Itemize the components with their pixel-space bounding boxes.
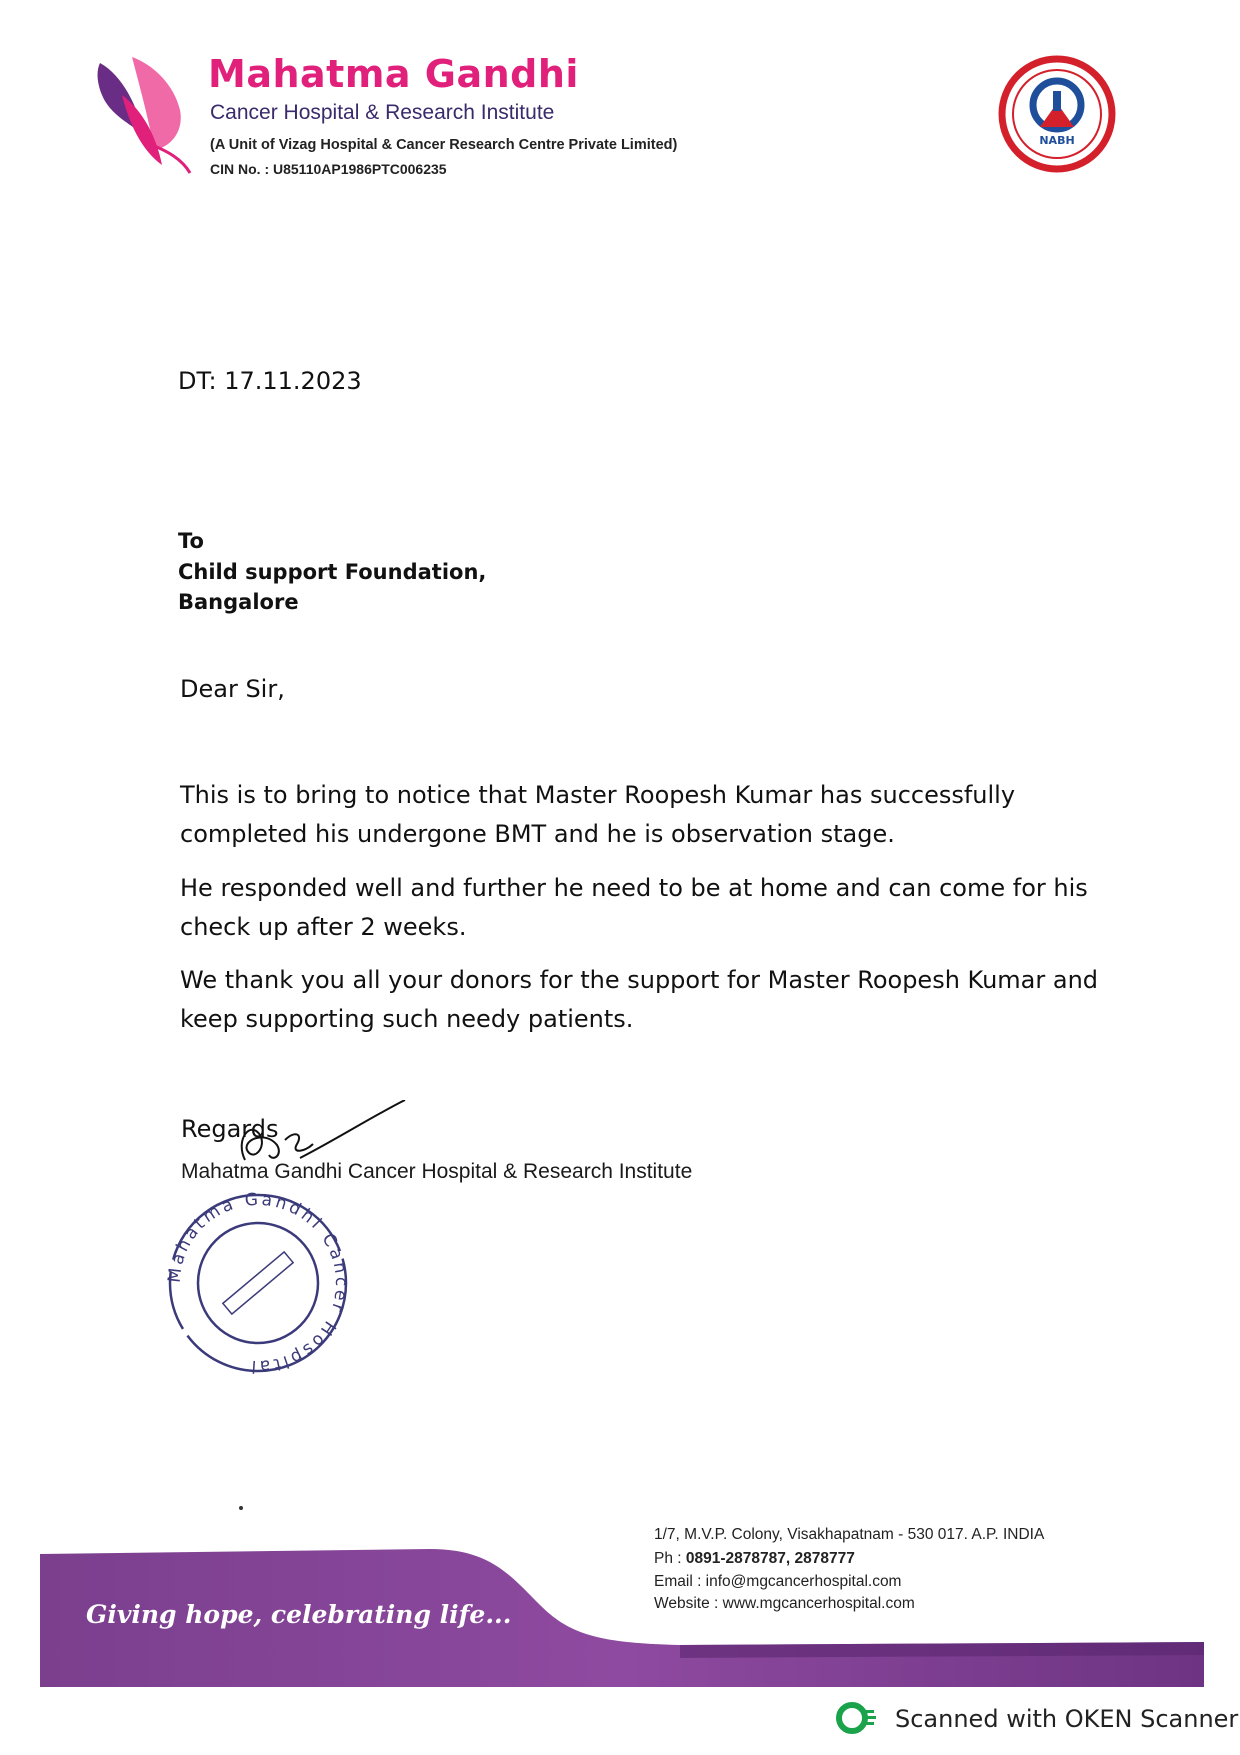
footer-email: Email : info@mgcancerhospital.com	[654, 1573, 902, 1590]
scanner-watermark: Scanned with OKEN Scanner	[895, 1705, 1239, 1733]
closing: Regards	[181, 1115, 279, 1143]
hospital-stamp	[163, 1188, 353, 1378]
cin-number: CIN No. : U85110AP1986PTC006235	[210, 161, 447, 177]
recipient-organization: Child support Foundation,	[178, 560, 487, 584]
signature	[225, 1100, 410, 1180]
footer-website: Website : www.mgcancerhospital.com	[654, 1595, 915, 1612]
unit-line: (A Unit of Vizag Hospital & Cancer Research Centre Private Limited)	[210, 137, 678, 153]
oken-scanner-icon	[836, 1698, 878, 1738]
recipient-label: To	[178, 529, 204, 553]
body-paragraph: This is to bring to notice that Master Roopesh Kumar has successfully completed his undergone BMT and he is observation stage.	[180, 781, 1016, 848]
letter-date: DT: 17.11.2023	[178, 367, 362, 395]
body-paragraph: He responded well and further he need to be at home and can come for his check up after 2 weeks.	[180, 874, 1088, 941]
signatory-organization: Mahatma Gandhi Cancer Hospital & Research Institute	[181, 1160, 693, 1183]
hospital-subtitle: Cancer Hospital & Research Institute	[210, 101, 555, 124]
phone-value: 0891-2878787, 2878777	[685, 1550, 855, 1567]
butterfly-logo-icon	[92, 55, 192, 177]
recipient-city: Bangalore	[178, 590, 299, 614]
salutation: Dear Sir,	[180, 675, 285, 703]
footer-address: 1/7, M.V.P. Colony, Visakhapatnam - 530 017. A.P. INDIA	[654, 1526, 1045, 1543]
nabh-seal-icon	[998, 55, 1116, 173]
footer-phone	[654, 1550, 855, 1568]
nabh-seal-label: NABH	[1039, 134, 1075, 147]
hospital-name: Mahatma Gandhi	[208, 52, 579, 96]
phone-label: Ph :	[654, 1550, 686, 1567]
stray-mark	[239, 1506, 243, 1510]
footer-tagline: Giving hope, celebrating life...	[86, 1600, 512, 1629]
body-paragraph: We thank you all your donors for the support for Master Roopesh Kumar and keep supporting such needy patients.	[180, 966, 1099, 1033]
svg-text:Mahatma Gandhi Cancer Hospital: Mahatma Gandhi Cancer Hospital	[164, 1189, 352, 1377]
